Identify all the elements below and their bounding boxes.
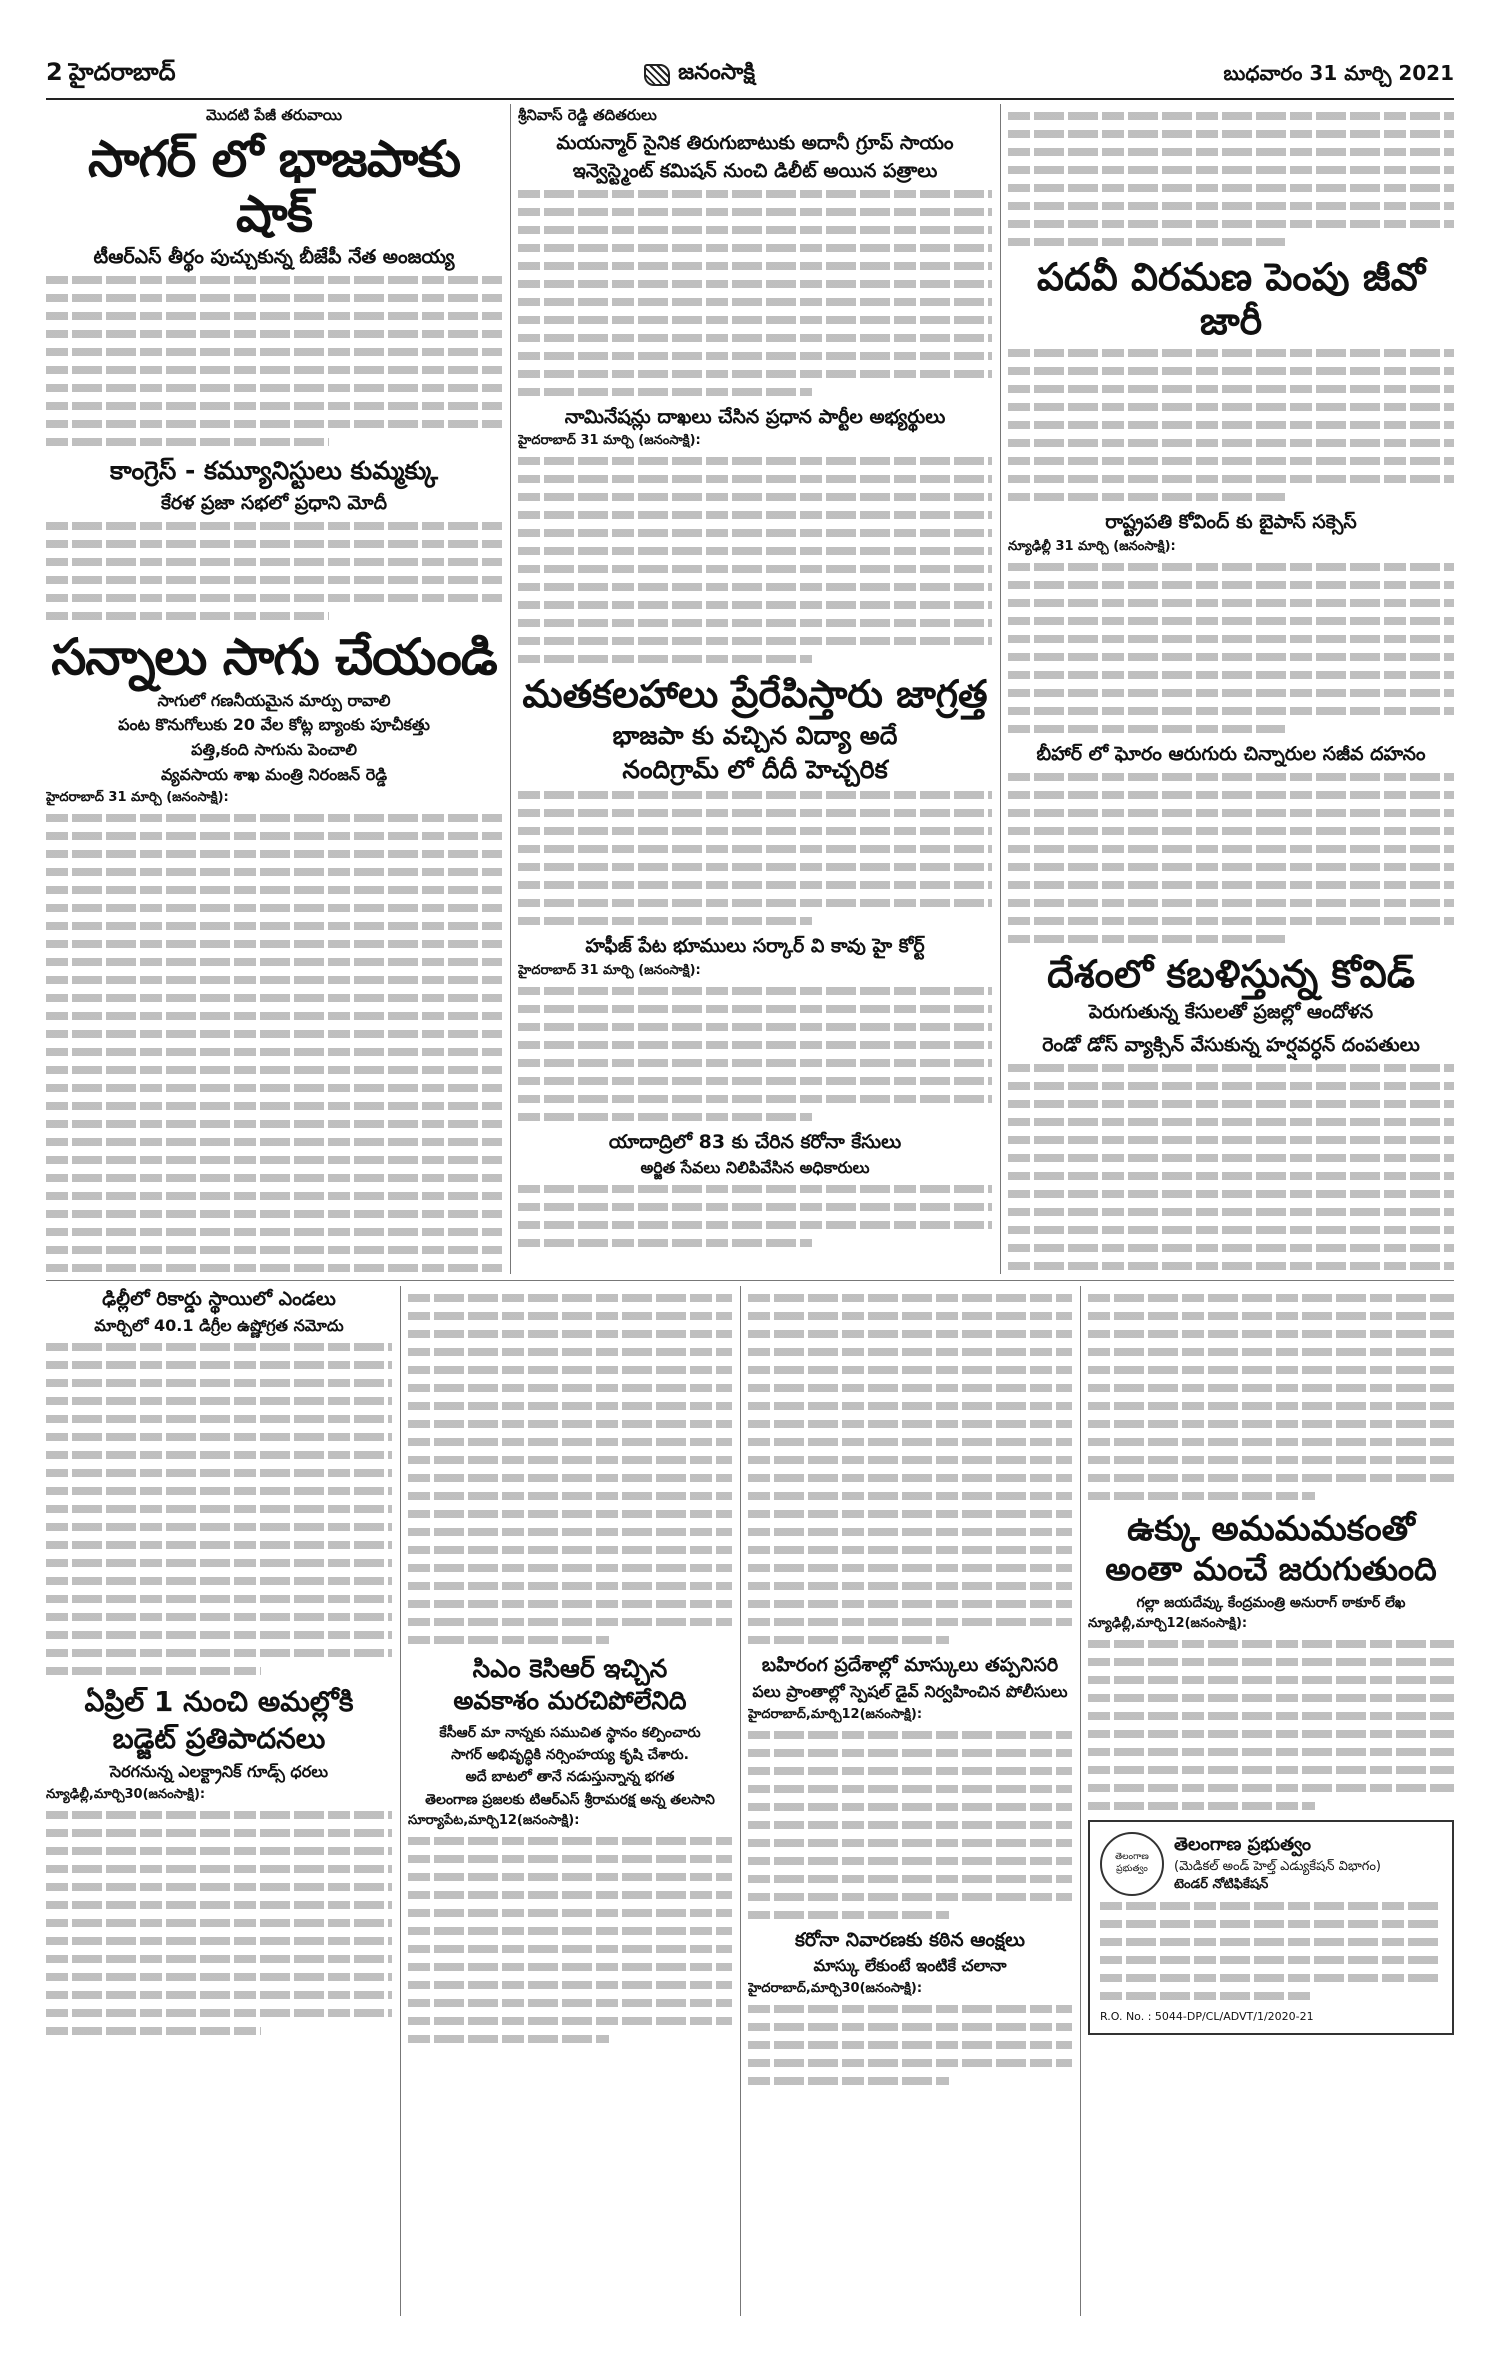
header-rule xyxy=(46,98,1454,100)
headline-steel-b: అంతా మంచే జరుగుతుంది xyxy=(1105,1550,1437,1589)
lower-column-1 xyxy=(46,1288,392,2316)
headline-hafeezpet: హఫీజ్ పేట భూములు సర్కార్ వి కావు హై కోర్ట్ xyxy=(585,934,925,957)
article-body xyxy=(748,1294,1072,1644)
article-body xyxy=(518,791,992,925)
article-body xyxy=(1088,1294,1454,1500)
article-body xyxy=(46,1343,392,1675)
article-body xyxy=(46,814,502,1274)
column-middle xyxy=(518,106,992,1274)
article-body xyxy=(518,190,992,396)
dateline: హైదరాబాద్,మార్చి30(జనంసాక్షి): xyxy=(748,1981,923,1997)
logo-icon xyxy=(644,64,670,86)
subhead-electronics: సెరగనున్న ఎలక్ట్రానిక్ గూడ్స్ ధరలు xyxy=(109,1761,329,1781)
subhead-didi-2: నందిగ్రామ్ లో దీదీ హెచ్చరిక xyxy=(622,754,888,784)
lower-column-4 xyxy=(1088,1288,1454,2316)
article-body xyxy=(748,2005,1072,2085)
headline-corona-restrictions: కరోనా నివారణకు కఠిన ఆంక్షలు xyxy=(794,1928,1025,1951)
article-body xyxy=(46,276,502,446)
headline-harshvardhan: రెండో డోస్ వ్యాక్సిన్ వేసుకున్న హర్షవర్ధన్ దంపతులు xyxy=(1042,1034,1420,1057)
subhead-sannalu-2: పంట కొనుగోలుకు 20 వేల కోట్ల బ్యాంకు పూచీకత్తు xyxy=(118,715,430,735)
column-divider xyxy=(1080,1286,1081,2316)
page-number-city xyxy=(46,58,176,92)
lower-column-3 xyxy=(748,1288,1072,2316)
article-body xyxy=(518,457,992,663)
headline-sagar: సాగర్ లో భాజపాకు షాక్ xyxy=(87,130,461,243)
column-left xyxy=(46,106,502,1274)
headline-covid: దేశంలో కబళిస్తున్న కోవిడ్ xyxy=(1047,951,1415,996)
headline-retirement: పదవీ విరమణ పెంపు జీవో జారీ xyxy=(1036,255,1426,343)
ad-notice: టెండర్ నోటిఫికేషన్ xyxy=(1174,1876,1269,1892)
dateline: న్యూఢిల్లీ 31 మార్చి (జనంసాక్షి): xyxy=(1008,539,1176,555)
ad-subtitle: (మెడికల్ అండ్ హెల్త్ ఎడ్యుకేషన్ విభాగం) xyxy=(1174,1858,1382,1874)
city-name: హైదరాబాద్ xyxy=(68,58,176,86)
column-divider xyxy=(400,1286,401,2316)
article-body xyxy=(46,522,502,620)
article-body xyxy=(518,987,992,1121)
article-body xyxy=(1088,1640,1454,1810)
subhead-masks: పలు ప్రాంతాల్లో స్పెషల్ డైవ్ నిర్వహించిన పోలీసులు xyxy=(752,1681,1068,1701)
dateline: హైదరాబాద్,మార్చి12(జనంసాక్షి): xyxy=(748,1706,923,1722)
dateline: న్యూఢిల్లీ,మార్చి30(జనంసాక్షి): xyxy=(46,1786,206,1802)
article-body xyxy=(46,1811,392,2035)
headline-adani: మయన్మార్ సైనిక తిరుగుబాటుకు అదానీ గ్రూప్ సాయం xyxy=(556,132,954,154)
dateline: న్యూఢిల్లీ,మార్చి12(జనంసాక్షి): xyxy=(1088,1616,1248,1632)
paper-name: జనంసాక్షి xyxy=(678,60,755,85)
dateline: హైదరాబాద్ 31 మార్చి (జనంసాక్షి): xyxy=(518,962,701,978)
ad-header xyxy=(1100,1832,1442,1896)
subhead-kcr-3: అదే బాటలో తానే నడుస్తున్నాన్న భగత xyxy=(465,1769,675,1786)
headline-kcr: సిఎం కెసిఆర్ ఇచ్చిన xyxy=(472,1654,668,1683)
subhead-steel: గల్లా జయదేవ్కు కేంద్రమంత్రి అనురాగ్ ఠాకూర్ లేఖ xyxy=(1136,1594,1406,1611)
masthead xyxy=(46,56,1454,94)
ad-title: తెలంగాణ ప్రభుత్వం xyxy=(1174,1833,1312,1855)
headline-yadadri: యాదాద్రిలో 83 కు చేరిన కరోనా కేసులు xyxy=(608,1130,902,1153)
headline-didi: మతకలహాలు ప్రేరేపిస్తారు జాగ్రత్త xyxy=(522,672,988,717)
article-body xyxy=(1008,349,1454,501)
subhead-sannalu-4: వ్యవసాయ శాఖ మంత్రి నిరంజన్ రెడ్డి xyxy=(160,764,388,784)
subhead-kcr-4: తెలంగాణ ప్రజలకు టిఆర్ఎస్ శ్రీరామరక్ష అన్న తలసాని xyxy=(425,1791,715,1808)
government-seal-icon xyxy=(1100,1832,1164,1896)
headline-april-1: ఏప్రిల్ 1 నుంచి అమల్లోకి xyxy=(84,1684,354,1718)
headline-budget: బడ్జెట్ ప్రతిపాదనలు xyxy=(112,1722,326,1756)
dateline: హైదరాబాద్ 31 మార్చి (జనంసాక్షి): xyxy=(518,433,701,449)
article-body xyxy=(518,1185,992,1247)
subhead-sagar: టీఆర్ఎస్ తీర్థం పుచ్చుకున్న బీజేపీ నేత అంజయ్య xyxy=(93,246,455,268)
headline-bihar: బీహార్ లో ఘోరం ఆరుగురు చిన్నారుల సజీవ దహనం xyxy=(1036,743,1426,766)
article-body xyxy=(1008,773,1454,943)
article-body xyxy=(1008,563,1454,733)
subhead-adani: ఇన్వెస్ట్మెంట్ కమిషన్ నుంచి డిలీట్ అయిన పత్రాలు xyxy=(572,159,938,182)
article-body xyxy=(408,1837,732,2043)
subhead-kerala: కేరళ ప్రజా సభలో ప్రధాని మోదీ xyxy=(160,491,388,514)
article-body xyxy=(408,1294,732,1644)
page-number: 2 xyxy=(46,58,63,86)
headline-kcr-b: అవకాశం మరచిపోలేనిది xyxy=(453,1686,687,1715)
seal-text: తెలంగాణ ప్రభుత్వం xyxy=(1115,1852,1149,1875)
headline-delhi-heat: ఢిల్లీలో రికార్డు స్థాయిలో ఎండలు xyxy=(102,1288,336,1310)
subhead-sannalu-3: పత్తి,కంది సాగును పెంచాలి xyxy=(191,740,357,760)
ad-body xyxy=(1100,1902,1442,2000)
subhead-delhi-heat: మార్చిలో 40.1 డిగ్రీల ఉష్ణోగ్రత నమోదు xyxy=(94,1315,344,1335)
lower-column-2 xyxy=(408,1288,732,2316)
subhead-kcr-1: కేసీఆర్ మా నాన్నకు సముచిత స్థానం కల్పించారు xyxy=(439,1725,701,1741)
continued-kicker: శ్రీనివాస్ రెడ్డి తదితరులు xyxy=(518,106,657,124)
article-body xyxy=(748,1731,1072,1919)
article-body xyxy=(1008,112,1454,246)
dateline: సూర్యాపేట,మార్చి12(జనంసాక్షి): xyxy=(408,1812,580,1828)
paper-logo xyxy=(644,60,755,90)
article-body xyxy=(1008,1064,1454,1274)
subhead-challan: మాస్కు లేకుంటే ఇంటికే చలానా xyxy=(813,1956,1007,1976)
column-right xyxy=(1008,106,1454,1274)
column-divider xyxy=(1000,104,1001,1274)
headline-sannalu: సన్నాలు సాగు చేయండి xyxy=(51,627,497,686)
issue-date: బుధవారం 31 మార్చి 2021 xyxy=(1223,60,1454,85)
subhead-sannalu-1: సాగులో గణనీయమైన మార్పు రావాలి xyxy=(157,690,391,710)
headline-kovind: రాష్ట్రపతి కోవింద్ కు బైపాస్ సక్సెస్ xyxy=(1105,511,1357,534)
subhead-kcr-2: సాగర్ అభివృద్ధికి నర్సింహయ్య కృషి చేశారు. xyxy=(451,1747,689,1764)
headline-masks: బహిరంగ ప్రదేశాల్లో మాస్కులు తప్పనిసరి xyxy=(761,1654,1059,1676)
ad-ref-number: R.O. No. : 5044-DP/CL/ADVT/1/2020-21 xyxy=(1100,2010,1314,2024)
subhead-covid: పెరుగుతున్న కేసులతో ప్రజల్లో ఆందోళన xyxy=(1088,1000,1374,1023)
subhead-didi-1: భాజపా కు వచ్చిన విద్యా అదే xyxy=(612,720,898,750)
column-divider xyxy=(510,104,511,1274)
headline-nominations: నామినేషన్లు దాఖలు చేసిన ప్రధాన పార్టీల అభ్యర్థులు xyxy=(564,405,946,428)
dateline: హైదరాబాద్ 31 మార్చి (జనంసాక్షి): xyxy=(46,789,229,805)
subhead-yadadri: అర్జిత సేవలు నిలిపివేసిన అధికారులు xyxy=(640,1158,870,1178)
section-divider xyxy=(46,1280,1454,1281)
headline-steel: ఉక్కు అమమమకంతో xyxy=(1127,1509,1415,1549)
column-divider xyxy=(740,1286,741,2316)
government-tender-ad xyxy=(1088,1820,1454,2035)
continued-kicker: మొదటి పేజీ తరువాయి xyxy=(205,106,343,124)
headline-congress: కాంగ్రెస్ - కమ్యూనిస్టులు కుమ్మక్కు xyxy=(110,455,438,485)
